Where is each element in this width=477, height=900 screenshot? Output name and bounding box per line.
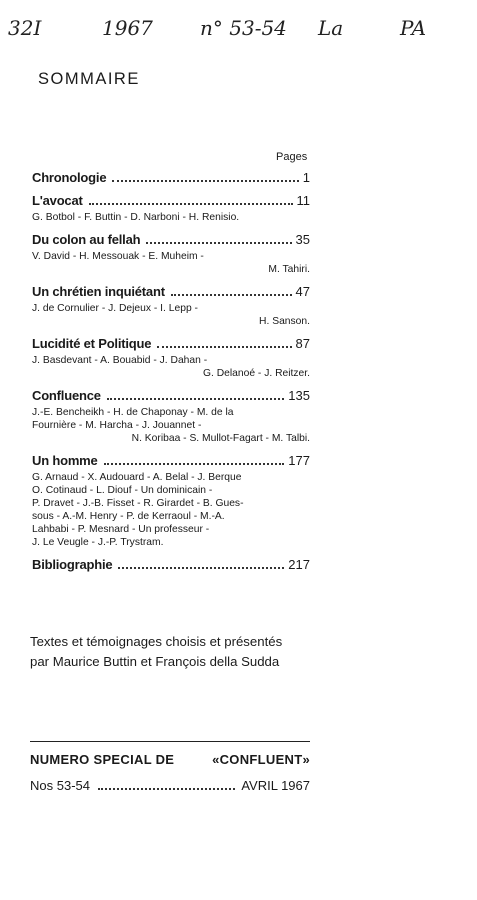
author-line: G. Delanoé - J. Reitzer. xyxy=(202,368,310,379)
handwritten-note-1: 32I xyxy=(8,16,42,40)
toc-entry-page: 177 xyxy=(288,453,310,468)
toc-entry-title: Bibliographie xyxy=(32,557,113,572)
author-line: Lahbabi - P. Mesnard - Un professeur - xyxy=(32,524,210,535)
toc-entry-title: Lucidité et Politique xyxy=(32,336,152,351)
dot-leader xyxy=(157,346,291,348)
editorial-note-line: par Maurice Buttin et François della Sudda xyxy=(30,654,280,669)
author-line: M. Tahiri. xyxy=(268,264,310,275)
toc-entry xyxy=(32,453,310,549)
handwritten-note-4: La xyxy=(318,16,344,40)
author-line: N. Koribaa - S. Mullot-Fagart - M. Talbi. xyxy=(131,433,310,444)
issue-info xyxy=(30,778,310,793)
issue-date: AVRIL 1967 xyxy=(241,778,310,793)
editorial-note-line: Textes et témoignages choisis et présentés xyxy=(30,634,283,649)
dot-leader xyxy=(118,567,284,569)
toc-entry-authors xyxy=(32,250,310,276)
author-line: J. Le Veugle - J.-P. Trystram. xyxy=(32,537,164,548)
handwritten-annotation xyxy=(0,8,477,48)
dot-leader xyxy=(112,180,298,182)
toc-entry-page: 135 xyxy=(288,388,310,403)
author-line: G. Arnaud - X. Audouard - A. Belal - J. Berque xyxy=(32,472,242,483)
toc-entry-authors xyxy=(32,471,310,549)
toc-entry xyxy=(32,170,310,185)
dot-leader xyxy=(171,294,292,296)
toc-entry xyxy=(32,557,310,572)
dot-leader xyxy=(146,242,291,244)
toc-entry-title: Du colon au fellah xyxy=(32,232,141,247)
handwritten-note-2: 1967 xyxy=(102,16,153,40)
dot-leader xyxy=(107,398,285,400)
toc-entry-title: Confluence xyxy=(32,388,101,403)
toc-entry xyxy=(32,284,310,328)
dot-leader xyxy=(98,788,235,790)
issue-number: Nos 53-54 xyxy=(30,778,90,793)
author-line: J.-E. Bencheikh - H. de Chaponay - M. de la xyxy=(32,407,234,418)
special-issue-heading xyxy=(30,752,310,767)
author-line: G. Botbol - F. Buttin - D. Narboni - H. Renisio. xyxy=(32,212,240,223)
table-of-contents xyxy=(32,170,310,580)
toc-entry xyxy=(32,232,310,276)
toc-entry-authors xyxy=(32,406,310,445)
toc-entry-page: 1 xyxy=(302,170,310,185)
editorial-note xyxy=(30,632,313,672)
author-line: J. Basdevant - A. Bouabid - J. Dahan - xyxy=(32,355,208,366)
toc-entry-title: L'avocat xyxy=(32,193,83,208)
pages-column-header: Pages xyxy=(276,151,308,163)
toc-entry-authors xyxy=(32,211,310,224)
author-line: P. Dravet - J.-B. Fisset - R. Girardet - B. Gues- xyxy=(32,498,244,509)
toc-entry-title: Un chrétien inquiétant xyxy=(32,284,165,299)
dot-leader xyxy=(104,463,285,465)
page-title: SOMMAIRE xyxy=(38,70,140,88)
toc-entry-authors xyxy=(32,302,310,328)
toc-entry-page: 47 xyxy=(295,284,310,299)
author-line: H. Sanson. xyxy=(259,316,310,327)
toc-entry-authors xyxy=(32,354,310,380)
author-line: Fournière - M. Harcha - J. Jouannet - xyxy=(32,420,202,431)
toc-entry-page: 11 xyxy=(296,193,310,208)
author-line: sous - A.-M. Henry - P. de Kerraoul - M.-A. xyxy=(32,511,225,522)
journal-name: «CONFLUENT» xyxy=(212,752,310,767)
toc-entry-page: 217 xyxy=(288,557,310,572)
handwritten-note-5: PA xyxy=(400,16,427,40)
handwritten-note-3: n° 53-54 xyxy=(200,16,287,40)
dot-leader xyxy=(89,203,293,205)
toc-entry-title: Chronologie xyxy=(32,170,107,185)
toc-entry-page: 87 xyxy=(295,336,310,351)
divider xyxy=(30,741,310,742)
toc-entry-page: 35 xyxy=(295,232,310,247)
toc-entry xyxy=(32,336,310,380)
toc-entry xyxy=(32,193,310,224)
special-issue-label: NUMERO SPECIAL DE xyxy=(30,752,175,767)
author-line: J. de Cornulier - J. Dejeux - I. Lepp - xyxy=(32,303,198,314)
author-line: O. Cotinaud - L. Diouf - Un dominicain - xyxy=(32,485,213,496)
toc-entry-title: Un homme xyxy=(32,453,98,468)
author-line: V. David - H. Messouak - E. Muheim - xyxy=(32,251,204,262)
toc-entry xyxy=(32,388,310,445)
